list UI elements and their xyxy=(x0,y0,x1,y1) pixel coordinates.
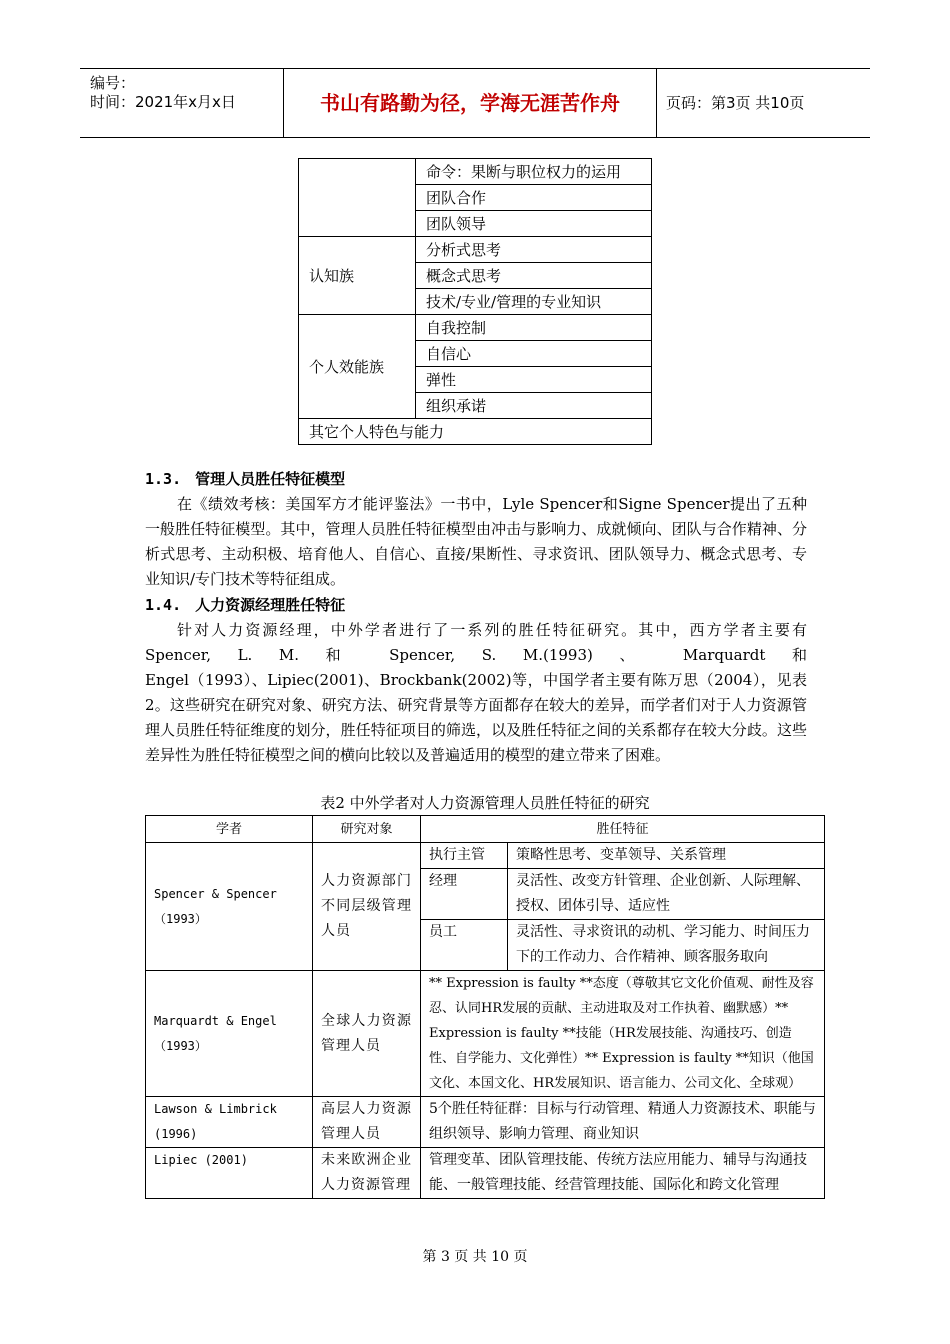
section-heading xyxy=(145,593,807,618)
table1-family-cell: 个人效能族 xyxy=(299,315,416,419)
column-header: 学者 xyxy=(146,816,313,843)
table1-item: 弹性 xyxy=(416,367,652,393)
traits-cell: 策略性思考、变革领导、关系管理 xyxy=(508,843,825,869)
table1-item: 组织承诺 xyxy=(416,393,652,419)
header-slogan: 书山有路勤为径，学海无涯苦作舟 xyxy=(284,69,657,137)
scholar-cell: Lipiec (2001) xyxy=(146,1148,313,1199)
subject-cell: 未来欧洲企业人力资源管理 xyxy=(313,1148,421,1199)
section-paragraph: Engel（1993）、Lipiec(2001)、Brockbank(2002)等，中国学者主要有陈万思（2004），见表2。这些研究在研究对象、研究方法、研究背景等方面都存在较大的差异，而学者们对于人力资源管理人员胜任特征维度的划分，胜任特征项目的筛选，以及胜任特征之间的关系都存在较大分歧。这些差异性为胜任特征模型之间的横向比较以及普遍适用的模型的建立带来了困难。 xyxy=(145,671,807,764)
section-title: 管理人员胜任特征模型 xyxy=(195,470,346,488)
table1-item: 自信心 xyxy=(416,341,652,367)
table1-item: 团队合作 xyxy=(416,185,652,211)
section-paragraph: 在《绩效考核：美国军方才能评鉴法》一书中，Lyle Spencer和Signe Spencer提出了五种一般胜任特征模型。其中，管理人员胜任特征模型由冲击与影响力、成就倾向、团队与合作精神、分析式思考、主动积极、培育他人、自信心、直接/果断性、寻求资讯、团队领导力、概念式思考、专业知识/专门技术等特征组成。 xyxy=(145,495,807,588)
subject-cell: 人力资源部门不同层级管理人员 xyxy=(313,843,421,971)
paragraph-line: 针对人力资源经理，中外学者进行了一系列的胜任特征研究。其中，西方学者主要有 xyxy=(177,621,807,639)
table1-item: 技术/专业/管理的专业知识 xyxy=(416,289,652,315)
table1-item: 团队领导 xyxy=(416,211,652,237)
traits-cell: 管理变革、团队管理技能、传统方法应用能力、辅导与沟通技能、一般管理技能、经营管理技能、国际化和跨文化管理 xyxy=(421,1148,825,1199)
header-page-number: 页码：第3页 共10页 xyxy=(666,94,805,112)
scholar-cell: Marquardt & Engel（1993） xyxy=(146,971,313,1097)
table1-item: 概念式思考 xyxy=(416,263,652,289)
section-number: 1.3. xyxy=(145,470,182,488)
traits-cell: ** Expression is faulty **态度（尊敬其它文化价值观、耐性及容忍、认同HR发展的贡献、主动进取及对工作执着、幽默感）** Expression is faulty **技能（HR发展技能、沟通技巧、创造性、自学能力、文化弹性）** Expression is faulty **知识（他国文化、本国文化、HR发展知识、语言能力、公司文化、全球观） xyxy=(421,971,825,1097)
header-number: 编号： xyxy=(90,74,136,92)
table1-last-row: 其它个人特色与能力 xyxy=(299,419,652,445)
table1-item: 命令：果断与职位权力的运用 xyxy=(416,159,652,185)
section-1-3 xyxy=(145,467,807,592)
subject-cell: 全球人力资源管理人员 xyxy=(313,971,421,1097)
scholar-cell: Spencer & Spencer（1993） xyxy=(146,843,313,971)
table-caption: 表2 中外学者对人力资源管理人员胜任特征的研究 xyxy=(320,794,650,812)
column-header: 研究对象 xyxy=(313,816,421,843)
header-meta xyxy=(80,69,284,137)
table1-family-cell: 认知族 xyxy=(299,237,416,315)
section-number: 1.4. xyxy=(145,596,182,614)
hr-competency-research-table xyxy=(145,815,825,1199)
section-1-4 xyxy=(145,593,807,768)
column-header: 胜任特征 xyxy=(421,816,825,843)
page-footer: 第 3 页 共 10 页 xyxy=(422,1249,528,1265)
page-header xyxy=(80,68,870,138)
scholar-cell: Lawson & Limbrick (1996) xyxy=(146,1097,313,1148)
section-heading xyxy=(145,467,807,492)
level-cell: 员工 xyxy=(421,920,508,971)
paragraph-line: Spencer, L. M. 和 Spencer, S. M.(1993) 、 Marquardt 和 xyxy=(145,646,807,664)
level-cell: 执行主管 xyxy=(421,843,508,869)
table1-family-cell xyxy=(299,159,416,237)
header-time: 时间：2021年x月x日 xyxy=(90,93,236,111)
section-title: 人力资源经理胜任特征 xyxy=(195,596,346,614)
traits-cell: 灵活性、改变方针管理、企业创新、人际理解、授权、团体引导、适应性 xyxy=(508,869,825,920)
traits-cell: 灵活性、寻求资讯的动机、学习能力、时间压力下的工作动力、合作精神、顾客服务取向 xyxy=(508,920,825,971)
subject-cell: 高层人力资源管理人员 xyxy=(313,1097,421,1148)
traits-cell: 5个胜任特征群：目标与行动管理、精通人力资源技术、职能与组织领导、影响力管理、商业知识 xyxy=(421,1097,825,1148)
competency-family-table xyxy=(298,158,652,445)
level-cell: 经理 xyxy=(421,869,508,920)
table1-item: 自我控制 xyxy=(416,315,652,341)
table1-item: 分析式思考 xyxy=(416,237,652,263)
